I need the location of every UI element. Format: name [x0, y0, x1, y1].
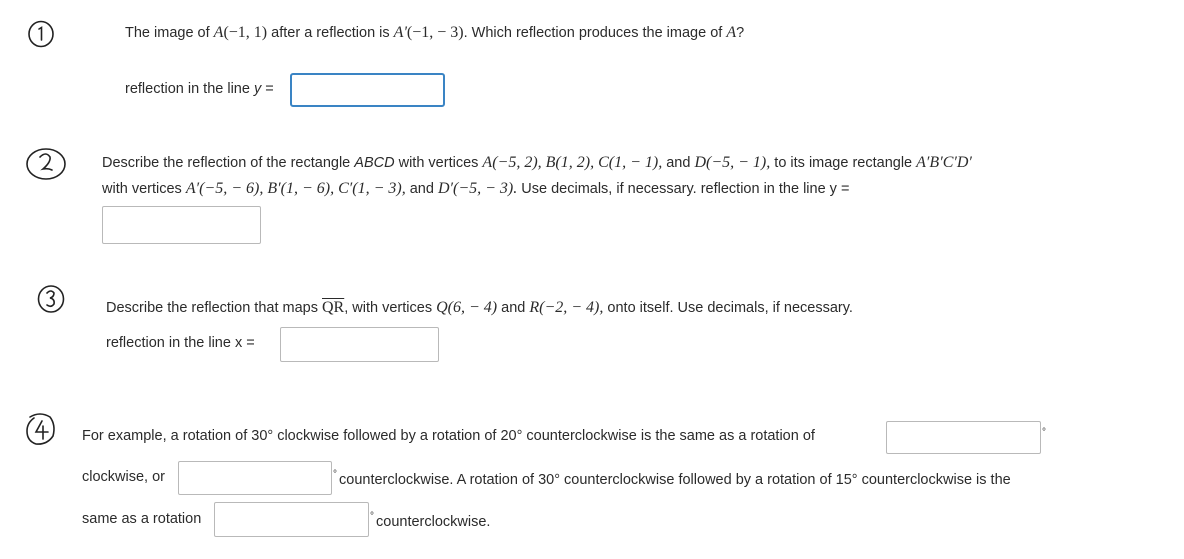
question-number-3-icon	[36, 283, 66, 315]
answer-input-4b[interactable]	[178, 461, 332, 495]
answer-input-1[interactable]	[290, 73, 445, 107]
question-number-2-icon	[24, 146, 68, 182]
question-2-line-1: Describe the reflection of the rectangle ABCD with vertices A(−5, 2), B(1, 2), C(1, − 1), and D(−5, − 1), to its image rectangle A′B′C′D′	[102, 154, 972, 171]
question-3-text: Describe the reflection that maps $\overline{QR}$, with vertices Q(6, − 4) and R(−2, − 4), onto itself. Use decimals, if necessary.	[106, 299, 853, 316]
question-number-4-icon	[22, 409, 58, 449]
answer-label-1: reflection in the line y =	[125, 81, 274, 97]
question-4-line-3b: ° counterclockwise.	[370, 511, 491, 530]
question-4-line-3a: same as a rotation	[82, 511, 202, 527]
answer-input-3[interactable]	[280, 327, 439, 362]
degree-symbol: °	[1042, 427, 1046, 438]
question-1-text: The image of A(−1, 1) after a reflection is A'(−1, − 3). Which reflection produces the image of A?	[125, 24, 745, 41]
question-4-line-2a: clockwise, or	[82, 469, 165, 485]
question-4-line-2b: ° counterclockwise. A rotation of 30° counterclockwise followed by a rotation of 15° counterclockwise is the	[333, 469, 1011, 488]
question-2-line-2: with vertices A′(−5, − 6), B′(1, − 6), C′(1, − 3), and D′(−5, − 3). Use decimals, if necessary. reflection in the line y =	[102, 180, 850, 197]
answer-input-4a[interactable]	[886, 421, 1041, 454]
answer-input-4c[interactable]	[214, 502, 369, 537]
answer-input-2[interactable]	[102, 206, 261, 244]
question-4-line-1: For example, a rotation of 30° clockwise followed by a rotation of 20° counterclockwise is the same as a rotation of	[82, 428, 815, 444]
answer-label-3: reflection in the line x =	[106, 335, 255, 351]
question-number-1-icon	[26, 19, 56, 49]
